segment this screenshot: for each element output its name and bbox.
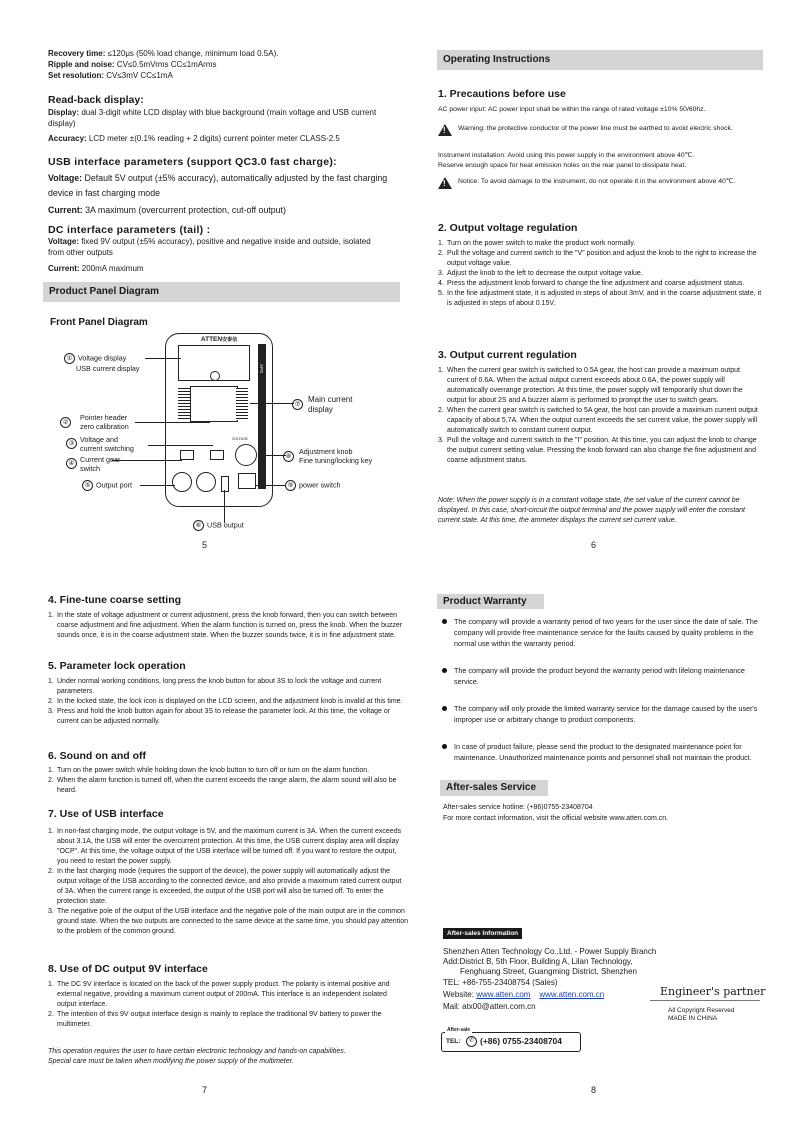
footnote-line: Special care must be taken when modifying the power supply of the multimeter. (48, 1058, 294, 1065)
spec-key: Current: (48, 205, 83, 215)
list-item-text: Turn on the power switch while holding down the knob button to turn off or turn on the alarm function. (57, 767, 370, 774)
spec-value: ≤120μs (50% load change, minimum load 0.5A). (105, 49, 279, 58)
copyright (668, 1007, 734, 1023)
spec-value: 3A maximum (overcurrent protection, cut-off output) (82, 205, 286, 215)
label-adjustment-knob (285, 447, 372, 465)
spec-key: Set resolution: (48, 71, 105, 80)
usb-params-title: USB interface parameters (support QC3.0 fast charge): (48, 156, 337, 168)
page-number: 5 (202, 540, 208, 550)
current-gear-switch[interactable] (180, 450, 194, 460)
output-port-negative[interactable] (172, 472, 192, 492)
leader-line (140, 485, 175, 486)
website-link[interactable]: www.atten.com (476, 990, 531, 999)
list-item-text: In non-fast charging mode, the output voltage is 5V, and the maximum current is 3A. When the current exceeds about 3.1A, the USB will enter the overcurrent protection. At this time, the USB current display area will display "OCP". At this time, the voltage output of the USB interface will be turned off. If you want to restore the output, you need to restart the power supply. (57, 828, 402, 865)
hotline-box (441, 1027, 581, 1052)
warranty-list (440, 616, 760, 785)
tel-line: TEL: +86-755-23408754 (Sales) (443, 978, 558, 987)
spec-value: fixed 9V output (±5% accuracy), positive and negative inside and outside, isolated from other outputs (48, 237, 371, 257)
ordered-list (48, 611, 408, 641)
list-item: 1. Turn on the power switch to make the product work normally. (438, 240, 636, 247)
spec-value: dual 3-digit white LCD display with blue background (main voltage and USB current display) (48, 108, 377, 128)
spec-key: Display: (48, 108, 80, 117)
address-line: Fenghuang Street, Guangming District, Shenzhen (460, 967, 637, 976)
label-text: Pointer header (80, 413, 128, 422)
label-text: Current gear (80, 455, 121, 464)
callout-number: ⑥ (193, 520, 204, 531)
spec-key: Accuracy: (48, 134, 87, 143)
label-text: Voltage and (80, 435, 118, 444)
list-item-text: Press and hold the knob button again for about 3S to release the parameter lock. At this time, the voltage or current can be adjusted normally. (57, 708, 391, 725)
vent-left (178, 388, 190, 420)
list-item-text: Adjust the knob to the left to decrease the output voltage value. (447, 270, 643, 277)
info-tag: After-sales Information (443, 928, 522, 939)
usb-current (48, 203, 398, 218)
leader-line (250, 403, 294, 404)
list-item-text: When the current gear switch is switched to 5A gear, the host can provide a maximum current output capacity of about 5.7A. When the output current exceeds the set current value, the power supply will automatically switch to constant current output. (447, 407, 758, 434)
list-item-text: In the locked state, the lock icon is displayed on the LCD screen, and the adjustment knob is invalid at this time. (57, 698, 403, 705)
list-item-text: The negative pole of the output of the USB interface and the negative pole of the main output are in the common ground state. When the two outputs are connected to the same device at the same time, you should pay attention to the problem of the common ground. (57, 908, 408, 935)
power-switch[interactable] (238, 473, 256, 489)
knob-caption: VOLTAGE (232, 437, 249, 441)
list-item: 5. In the fine adjustment state, it is adjusted in steps of about 3mV, and in the coarse adjustment state, it is adjusted in steps of about 0.15V. (438, 290, 762, 307)
list-item: 2. In the locked state, the lock icon is displayed on the LCD screen, and the adjustment knob is invalid at this time. (48, 698, 403, 705)
callout-number: ② (60, 417, 71, 428)
label-text: Voltage display (78, 353, 127, 363)
contact-text: For more contact information, visit the official website www.atten.com.cn. (443, 815, 669, 822)
page-number: 6 (591, 540, 597, 550)
ordered-list (438, 366, 763, 466)
section-title: 4. Fine-tune coarse setting (48, 594, 182, 606)
voltage-current-switch[interactable] (210, 450, 224, 460)
list-item-text: In the state of voltage adjustment or current adjustment, press the knob forward, then you can switch between coarse adjustment and fine adjustment. When the alarm function is turned on, press the knob. When the buzzer sounds once, it is in the coarse adjustment state. When the buzzer sounds twice, it is in fine adjustment state. (57, 612, 403, 639)
device-side-strip (258, 344, 266, 489)
spec-key: Voltage: (48, 237, 79, 246)
tagline: Engineer's partner (660, 985, 766, 998)
spec-value: LCD meter ±(0.1% reading + 2 digits) current pointer meter CLASS-2.5 (86, 134, 340, 143)
label-text: Adjustment knob (299, 447, 353, 456)
paragraph: AC power input: AC power input shall be within the range of rated voltage ±10% 50/60hz. (438, 106, 706, 113)
label-text: display (308, 405, 333, 414)
label-usb-output (193, 520, 244, 531)
label-zero-calibration (64, 413, 129, 431)
current-meter (190, 386, 238, 422)
leader-line (258, 455, 286, 456)
ordered-list (438, 239, 763, 309)
list-item: 4. Press the adjustment knob forward to change the fine adjustment and coarse adjustment status. (438, 280, 745, 287)
page-number: 8 (591, 1085, 597, 1095)
section-title: 7. Use of USB interface (48, 808, 164, 820)
list-item: 1. Under normal working conditions, long press the knob button for about 3S to lock the voltage and current parameters. (48, 678, 382, 695)
hotline-tel-label: TEL: (446, 1038, 461, 1045)
ordered-list (48, 677, 408, 727)
label-current-gear (64, 455, 120, 473)
list-item: 3. Pull the voltage and current switch to the "I" position. At this time, you can adjust the knob to change the output current setting value. Pressing the knob forward can also change the fine adjustment and coarse adjustment status. (438, 437, 757, 464)
list-item-text: Pull the voltage and current switch to the "I" position. At this time, you can adjust the knob to change the output current setting value. Pressing the knob forward can also change the fine adjustment and coarse adjustment status. (447, 437, 757, 464)
list-item-text: When the current gear switch is switched to 0.5A gear, the host can provide a maximum output current of 0.6A. When the actual output current exceeds about 0.6A, the power supply will automatically overrange protection. At this time, the power supply will temporarily shut down the output for about 2S and A buzzer alarm is performed to prompt the user to switch gears. (447, 367, 743, 404)
label-voltage-current-switch (64, 435, 134, 453)
label-main-current (294, 395, 352, 415)
label-text: power switch (299, 480, 341, 490)
leader-line (135, 422, 210, 423)
list-item: 1. The DC 9V interface is located on the back of the power supply product. The polarity is internal positive and external negative, providing a maximum current output of 200mA. This interface is an independent isolated output interface. (48, 981, 390, 1008)
list-item (440, 703, 760, 725)
hotline-number: (+86) 0755-23408704 (480, 1036, 562, 1046)
ordered-list (48, 827, 408, 937)
note-label: Note: (438, 497, 455, 504)
made-in-text: MADE IN CHINA (668, 1015, 718, 1022)
website-line (443, 990, 604, 1000)
list-item-text: In the fine adjustment state, it is adjusted in steps of about 3mV, and in the coarse adjustment state, it is adjusted in steps of about 0.15V. (447, 290, 762, 307)
label-text: Output port (96, 480, 132, 490)
phone-icon: ✆ (466, 1036, 477, 1047)
readback-accuracy (48, 133, 398, 144)
list-item: 1. Turn on the power switch while holding down the knob button to turn off or turn on the alarm function. (48, 767, 370, 774)
list-item-text: In the fast charging mode (requires the support of the device), the power supply will automatically adjust the output voltage of the USB according to the connected device, and also provide a maximum rated current output of 3A. When the current range is exceeded, the output of the USB port will also be turned off. To enter the protection state. (57, 868, 402, 905)
callout-number: ⑤ (82, 480, 93, 491)
section-bar-aftersales: After-sales Service (440, 780, 548, 796)
list-item: 1. In non-fast charging mode, the output voltage is 5V, and the maximum current is 3A. When the current exceeds about 3.1A, the USB will enter the overcurrent protection. At this time, the USB current display area will display "OCP". At this time, the voltage output of the USB interface will be turned off. If you want to restore the output, you need to restart the power supply. (48, 828, 402, 865)
list-item (440, 665, 760, 687)
list-item-text: When the alarm function is turned off, when the current exceeds the range alarm, the alarm sound will also be heard. (57, 777, 397, 794)
list-item: 3. Adjust the knob to the left to decrease the output voltage value. (438, 270, 643, 277)
label-power-switch (285, 480, 341, 491)
list-item: 3. The negative pole of the output of the USB interface and the negative pole of the main output are in the common ground state. When the two outputs are connected to the same device at the same time, you should pay attention to the problem of the common ground. (48, 908, 408, 935)
section-bar-operating: Operating Instructions (437, 50, 763, 70)
device-side-text: APS (259, 364, 264, 374)
label-text: current switching (80, 444, 134, 453)
label-text: Fine tuning/locking key (299, 456, 373, 465)
warning-block (438, 177, 758, 189)
device-brand (166, 336, 272, 343)
section-title: 8. Use of DC output 9V interface (48, 963, 208, 975)
list-item: 2. In the fast charging mode (requires the support of the device), the power supply will automatically adjust the output voltage of the USB according to the connected device, and also provide a maximum rated current output of 3A. When the current range is exceeded, the output of the USB port will also be turned off. To enter the protection state. (48, 868, 402, 905)
footnote (48, 1047, 408, 1067)
section-title: 5. Parameter lock operation (48, 660, 186, 672)
list-item: 2. When the alarm function is turned off, when the current exceeds the range alarm, the alarm sound will also be heard. (48, 777, 397, 794)
company-name: Shenzhen Atten Technology Co.,Ltd. - Power Supply Branch (443, 947, 657, 956)
leader-line (255, 485, 285, 486)
leader-line (224, 490, 225, 523)
label-output-port (82, 480, 132, 491)
dc-voltage (48, 236, 378, 258)
copyright-text: All Copyright Reserved (668, 1007, 735, 1014)
list-item: 2. When the current gear switch is switched to 5A gear, the host can provide a maximum current output capacity of about 5.7A. When the output current exceeds the set current value, the power supply will automatically switch to constant current output. (438, 407, 758, 434)
footnote-line: This operation requires the user to have certain electronic technology and hands-on capabilities. (48, 1048, 346, 1055)
front-panel-title: Front Panel Diagram (50, 317, 148, 328)
list-item-text: Press the adjustment knob forward to change the fine adjustment and coarse adjustment status. (447, 280, 745, 287)
label-text: zero calibration (80, 422, 129, 431)
list-item-text: The intention of this 9V output interface design is mainly to replace the traditional 9V battery to power the multimeter. (57, 1011, 382, 1028)
spec-value: 200mA maximum (79, 264, 144, 273)
label-text: Main current (308, 395, 353, 404)
warning-block (438, 124, 758, 136)
list-item-text: Under normal working conditions, long press the knob button for about 3S to lock the voltage and current parameters. (57, 678, 382, 695)
paragraph: Reserve enough space for heat emission holes on the rear panel to dissipate heat. (438, 162, 687, 169)
list-item: 1. When the current gear switch is switched to 0.5A gear, the host can provide a maximum output current of 0.6A. When the actual output current exceeds about 0.6A, the power supply will automatically overrange protection. At this time, the power supply will temporarily shut down the output for about 2S and A buzzer alarm is performed to prompt the user to switch gears. (438, 367, 743, 404)
section-title: 1. Precautions before use (438, 88, 566, 100)
spec-value: CV≤0.5mVrms CC≤1mArms (114, 60, 217, 69)
list-item-text: Pull the voltage and current switch to the "V" position and adjust the knob to the right to increase the output voltage value. (447, 250, 757, 267)
adjustment-knob[interactable] (235, 444, 257, 466)
readback-display (48, 107, 398, 129)
callout-number: ⑦ (292, 399, 303, 410)
hotline-tag: After-sale (447, 1027, 471, 1033)
usb-voltage (48, 171, 398, 201)
leader-line (148, 445, 213, 446)
spec-value: CV≤3mV CC≤1mA (104, 71, 173, 80)
callout-number: ① (64, 353, 75, 364)
warning-icon (438, 124, 452, 136)
address-line: Add:District B, 5th Floor, Building A, Lilan Technology, (443, 957, 633, 966)
list-item-text: Turn on the power switch to make the product work normally. (447, 240, 636, 247)
vent-right (236, 388, 248, 420)
section-title: 2. Output voltage regulation (438, 222, 578, 234)
section-bar-panel: Product Panel Diagram (43, 282, 400, 302)
page-number: 7 (202, 1085, 208, 1095)
brand-cn-text: 安泰信 (222, 337, 238, 343)
usb-port[interactable] (221, 476, 229, 492)
label-text: USB output (207, 520, 244, 530)
section-title: 3. Output current regulation (438, 349, 577, 361)
section-title: 6. Sound on and off (48, 750, 146, 762)
spec-key: Ripple and noise: (48, 60, 115, 69)
paragraph: Instrument installation: Avoid using this power supply in the environment above 40℃. (438, 152, 695, 159)
ordered-list (48, 980, 408, 1030)
spec-value: Default 5V output (±5% accuracy), automatically adjusted by the fast charging device in fast charging mode (48, 173, 388, 198)
website-link[interactable]: www.atten.com.cn (539, 990, 605, 999)
leader-line (112, 460, 182, 461)
note (438, 496, 763, 526)
list-item-text: In case of product failure, please send the product to the designated maintenance point for maintenance. Unauthorized maintenance points and personnel shall not maintain the product. (454, 742, 752, 762)
list-item: 2. The intention of this 9V output interface design is mainly to replace the traditional 9V battery to power the multimeter. (48, 1011, 382, 1028)
list-item (440, 616, 760, 649)
list-item-text: The company will provide a warranty period of two years for the user since the date of sale. The company will provide free maintenance service for the faults caused by quality problems in the normal use within the warranty period. (454, 617, 758, 648)
list-item: 2. Pull the voltage and current switch to the "V" position and adjust the knob to the right to increase the output voltage value. (438, 250, 757, 267)
divider (650, 1000, 760, 1001)
callout-number: ③ (66, 438, 77, 449)
list-item-text: The company will only provide the limited warranty service for the damage caused by the user's improper use or arbitrary change to product components. (454, 704, 758, 724)
callout-number: ④ (66, 458, 77, 469)
warning-icon (438, 177, 452, 189)
warning-text: Warning: the protective conductor of the power line must be earthed to avoid electric shock. (458, 125, 733, 132)
spec-list (48, 48, 398, 81)
mail-line: Mail: atx00@atten.com.cn (443, 1002, 536, 1011)
callout-number: ⑧ (283, 451, 294, 462)
label-voltage-display (64, 353, 140, 373)
callout-number: ⑨ (285, 480, 296, 491)
dc-current (48, 263, 378, 274)
spec-key: Voltage: (48, 173, 83, 183)
hotline-text: After-sales service hotline: (+86)0755-23408704 (443, 804, 593, 811)
leader-line (145, 358, 181, 359)
spec-key: Recovery time: (48, 49, 106, 58)
output-port-positive[interactable] (196, 472, 216, 492)
ordered-list (48, 766, 408, 796)
list-item: 1. In the state of voltage adjustment or current adjustment, press the knob forward, then you can switch between coarse adjustment and fine adjustment. When the alarm function is turned on, press the knob. When the buzzer sounds once, it is in the coarse adjustment state. When the buzzer sounds twice, it is in fine adjustment state. (48, 612, 403, 639)
device-outline (165, 333, 273, 507)
label-text: switch (80, 464, 100, 473)
note-text: When the power supply is in a constant voltage state, the set value of the current cannot be displayed. In this case, short-circuit the output terminal and the power supply will enter the constant current state. At this time, the ammeter displays the current set current value. (438, 497, 745, 524)
label-text: USB current display (76, 364, 140, 373)
brand-text: ATTEN (200, 336, 223, 343)
readback-title: Read-back display: (48, 94, 144, 106)
list-item-text: The company will provide the product beyond the warranty period with lifelong maintenance service. (454, 666, 745, 686)
list-item-text: The DC 9V interface is located on the back of the power supply product. The polarity is internal positive and external negative, providing a maximum current output of 200mA. This interface is an independent isolated output interface. (57, 981, 390, 1008)
dc-params-title: DC interface parameters (tail) : (48, 224, 211, 236)
spec-key: Current: (48, 264, 80, 273)
website-label: Website: (443, 990, 477, 999)
warning-text: Notice: To avoid damage to the instrument, do not operate it in the environment above 40℃. (458, 178, 736, 185)
zero-calibration-knob[interactable] (210, 371, 220, 381)
list-item: 3. Press and hold the knob button again for about 3S to release the parameter lock. At this time, the voltage or current can be adjusted normally. (48, 708, 391, 725)
section-bar-warranty: Product Warranty (437, 594, 544, 609)
list-item (440, 741, 760, 763)
